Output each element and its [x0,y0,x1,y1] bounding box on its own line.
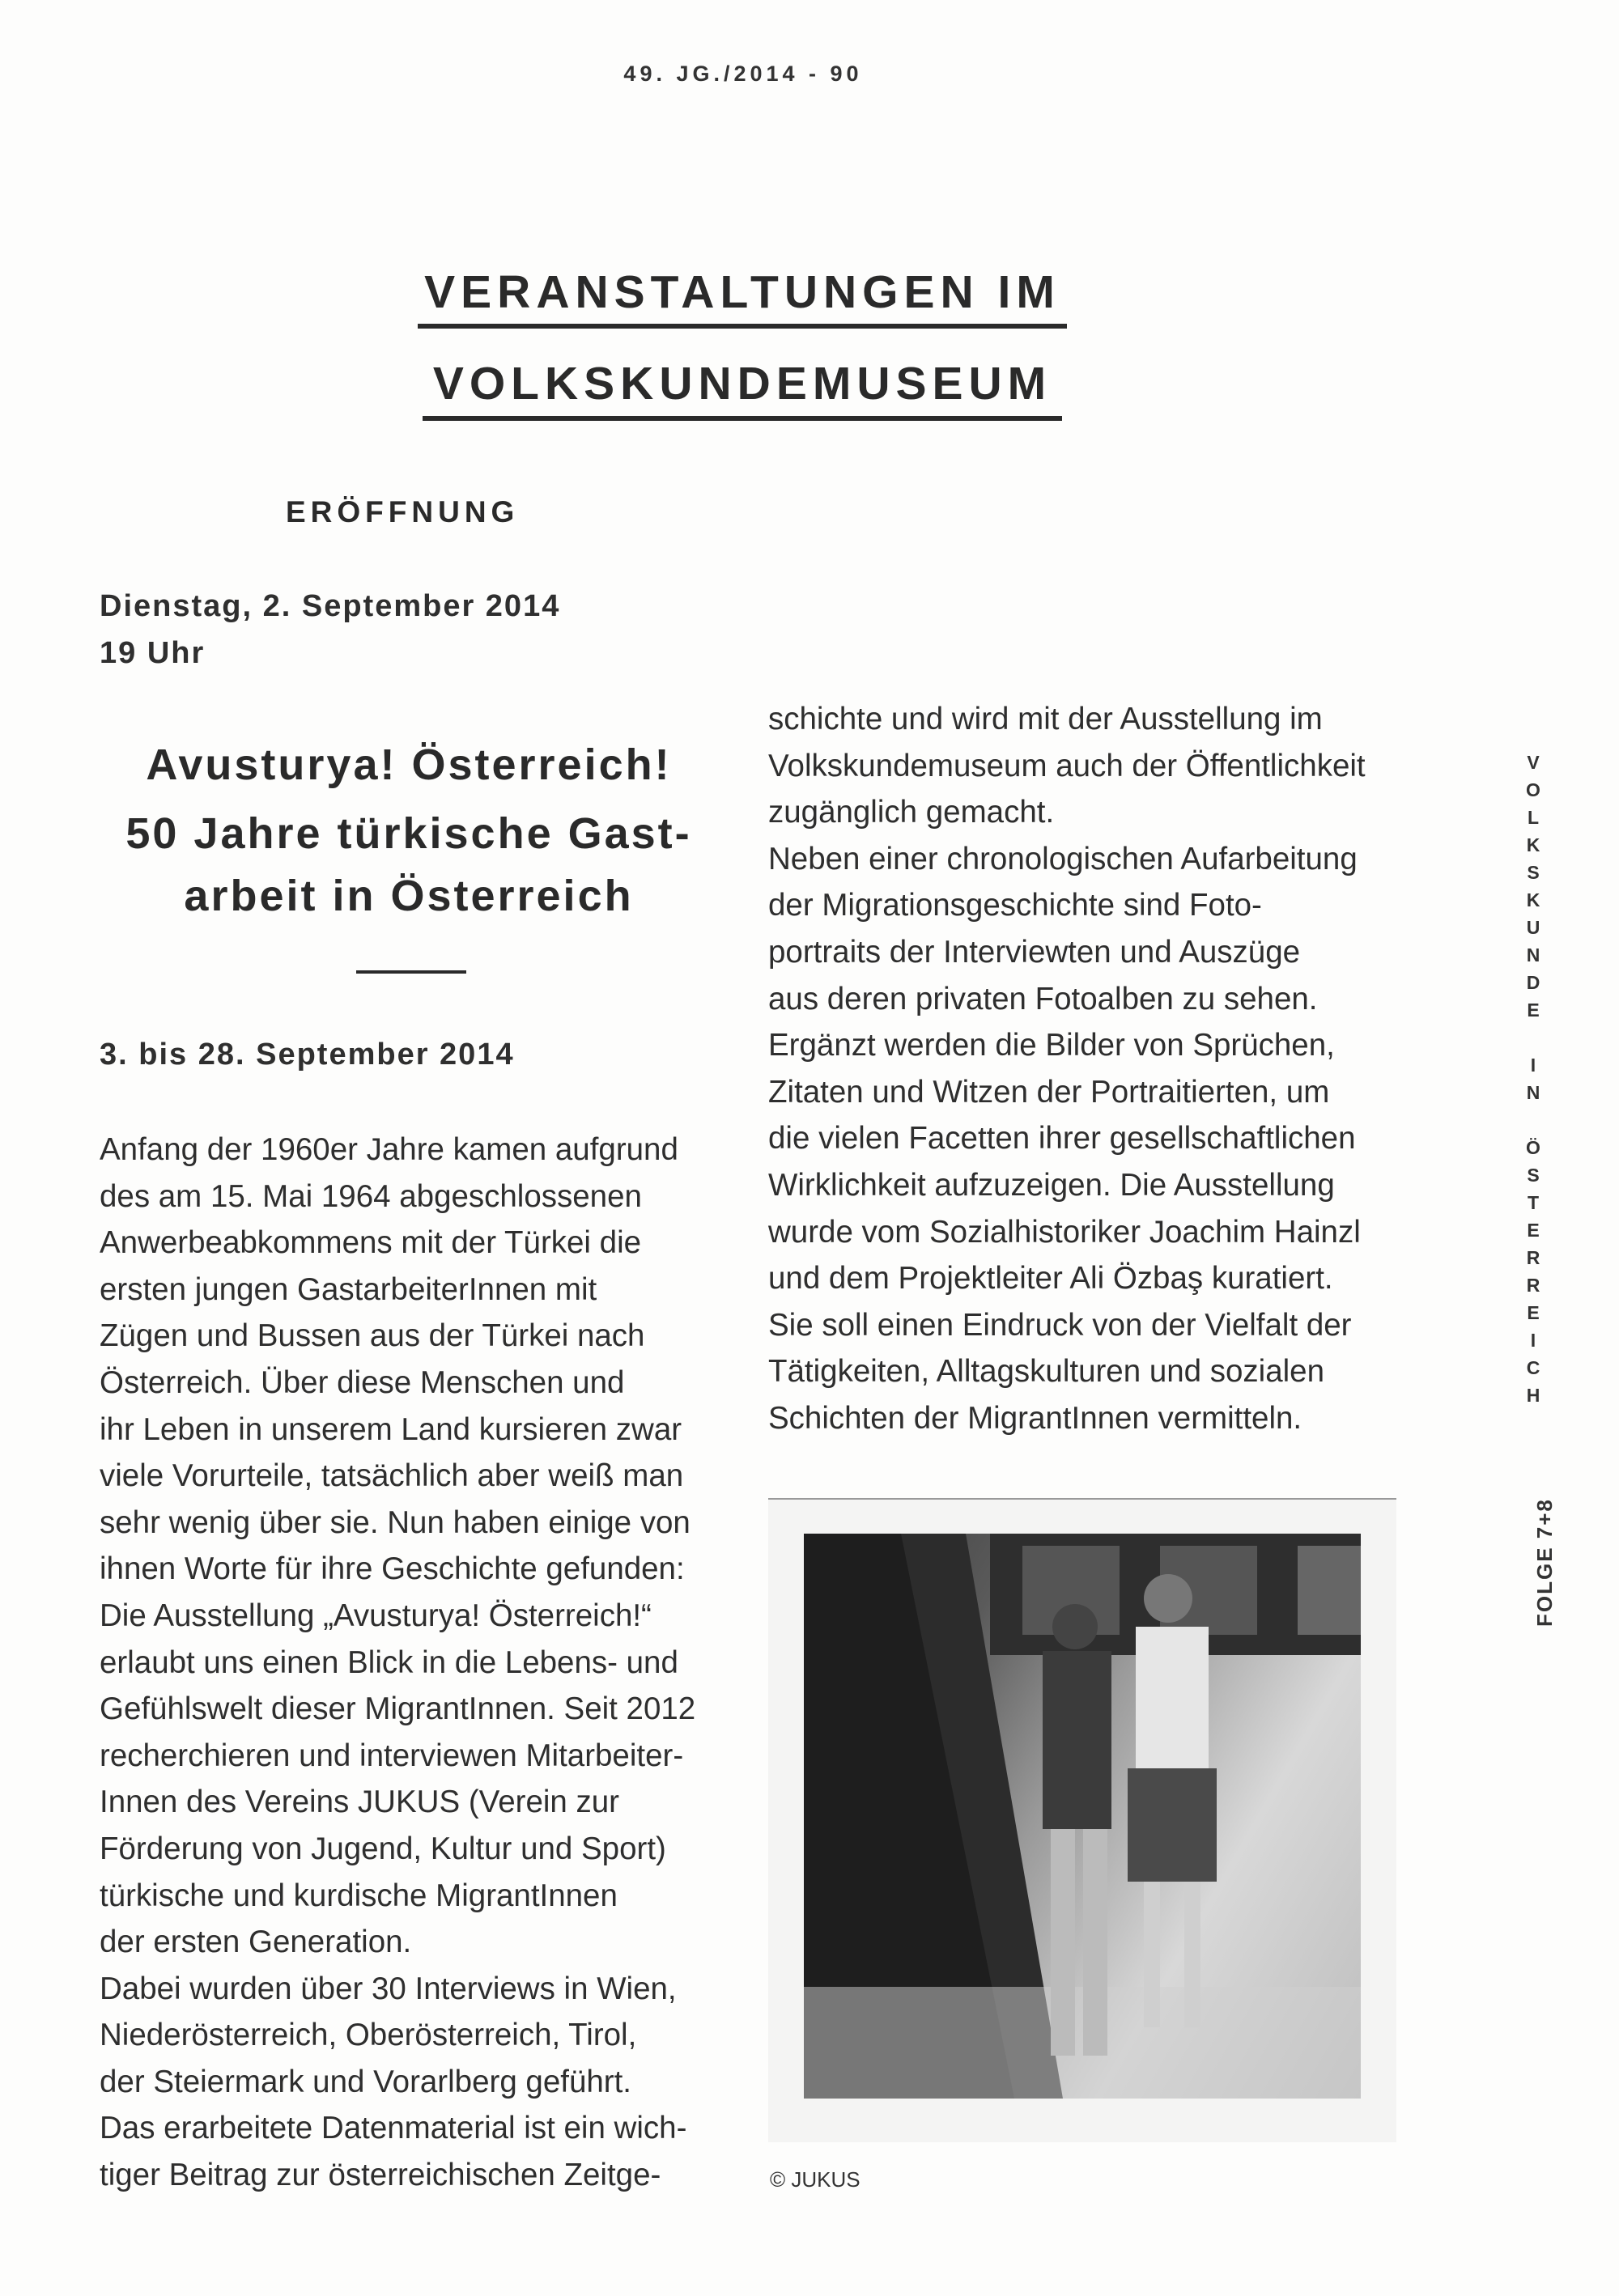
side-title-letter: N [1526,1082,1540,1103]
body-line: Förderung von Jugend, Kultur und Sport) [100,1831,666,1866]
running-head: 49. JG./2014 - 90 [623,62,863,86]
body-line: tiger Beitrag zur österreichischen Zeitge- [100,2158,661,2193]
body-line: der ersten Generation. [100,1925,412,1960]
body-line: Gefühlswelt dieser MigrantInnen. Seit 2012 [100,1691,696,1727]
body-line: Schichten der MigrantInnen vermitteln. [768,1400,1302,1436]
body-line: der Migrationsgeschichte sind Foto- [768,888,1262,923]
body-line: Wirklichkeit aufzuzeigen. Die Ausstellung [768,1167,1335,1203]
historic-photo [804,1534,1361,2099]
body-line: Zitaten und Witzen der Portraitierten, um [768,1074,1330,1110]
side-title-letter: R [1526,1275,1540,1296]
body-line: wurde vom Sozialhistoriker Joachim Hainzl [768,1214,1361,1250]
side-title-letter: K [1526,834,1540,855]
body-line: Volkskundemuseum auch der Öffentlichkeit [768,748,1366,783]
side-title-letter: O [1526,779,1540,800]
body-line: Tätigkeiten, Alltagskulturen und sozialen [768,1354,1325,1390]
side-title-letter: C [1526,1357,1540,1378]
side-title-letter: E [1527,1302,1540,1323]
body-line: Niederösterreich, Oberösterreich, Tirol, [100,2018,637,2053]
side-issue-label: FOLGE 7+8 [1532,1498,1557,1627]
title-underline-2 [423,416,1062,421]
body-line: türkische und kurdische MigrantInnen [100,1878,618,1913]
photo-illustration [804,1534,1361,2099]
body-line: Dabei wurden über 30 Interviews in Wien, [100,1971,677,2006]
body-line: ihr Leben in unserem Land kursieren zwar [100,1411,682,1447]
side-title-letter: L [1527,807,1540,828]
side-title-letter: Ö [1526,1137,1540,1158]
photo-frame [768,1498,1396,2142]
side-journal-title [1519,749,1548,1409]
side-title-letter: R [1526,1247,1540,1268]
side-title-letter: D [1526,972,1540,993]
opening-time: 19 Uhr [100,636,206,670]
side-title-letter: K [1526,889,1540,910]
side-title-letter: H [1526,1385,1540,1406]
body-line: Neben einer chronologischen Aufarbeitung [768,841,1358,876]
side-title-letter: E [1527,1220,1540,1241]
section-title-line-2: VOLKSKUNDEMUSEUM [432,358,1052,410]
body-line: des am 15. Mai 1964 abgeschlossenen [100,1178,642,1214]
body-line: und dem Projektleiter Ali Özbaş kuratiert. [768,1261,1333,1297]
body-line: der Steiermark und Vorarlberg geführt. [100,2064,631,2099]
body-line: Innen des Vereins JUKUS (Verein zur [100,1785,619,1820]
headline-line-2: 50 Jahre türkische Gast- [125,809,692,858]
kicker: ERÖFFNUNG [286,495,520,528]
body-line: Österreich. Über diese Menschen und [100,1364,625,1400]
section-title-line-1: VERANSTALTUNGEN IM [424,266,1060,318]
body-line: zugänglich gemacht. [768,795,1055,830]
side-title-letter: E [1527,999,1540,1021]
body-line: Das erarbeitete Datenmaterial ist ein wich- [100,2111,687,2146]
body-line: Ergänzt werden die Bilder von Sprüchen, [768,1028,1335,1063]
body-line: Die Ausstellung „Avusturya! Österreich!“ [100,1598,652,1633]
side-title-letter: T [1527,1192,1540,1213]
body-line: viele Vorurteile, tatsächlich aber weiß man [100,1458,684,1494]
body-line: schichte und wird mit der Ausstellung im [768,702,1323,736]
headline-line-1: Avusturya! Österreich! [146,741,672,789]
side-title-letter: V [1527,752,1540,773]
side-title-letter [1519,1106,1548,1134]
body-line: erlaubt uns einen Blick in die Lebens- und [100,1645,678,1680]
headline-line-3: arbeit in Österreich [184,872,634,920]
body-line: Anwerbeabkommens mit der Türkei die [100,1225,642,1261]
body-line: ersten jungen GastarbeiterInnen mit [100,1271,597,1307]
body-line: Zügen und Bussen aus der Türkei nach [100,1318,645,1354]
body-column-right [768,696,1366,1442]
body-line: sehr wenig über sie. Nun haben einige von [100,1504,691,1540]
side-title-letter: S [1527,1165,1540,1186]
body-column-left [100,1127,695,2199]
side-title-letter [1519,1024,1548,1051]
side-title-letter: I [1530,1330,1536,1351]
body-line: aus deren privaten Fotoalben zu sehen. [768,981,1318,1016]
side-title-letter: I [1530,1055,1536,1076]
side-title-letter: S [1527,862,1540,883]
side-title-letter: U [1526,917,1540,938]
exhibition-period: 3. bis 28. September 2014 [100,1038,515,1072]
title-underline-1 [418,324,1067,329]
body-line: Anfang der 1960er Jahre kamen aufgrund [100,1132,678,1167]
headline-divider [356,970,466,974]
body-line: portraits der Interviewten und Auszüge [768,934,1301,970]
photo-caption: © JUKUS [770,2167,860,2192]
body-line: Sie soll einen Eindruck von der Vielfalt der [768,1307,1352,1343]
body-line: recherchieren und interviewen Mitarbeiter- [100,1738,684,1773]
body-line: ihnen Worte für ihre Geschichte gefunden: [100,1551,685,1587]
opening-date: Dienstag, 2. September 2014 [100,589,561,623]
body-line: die vielen Facetten ihrer gesellschaftlichen [768,1121,1356,1156]
side-title-letter: N [1526,944,1540,966]
